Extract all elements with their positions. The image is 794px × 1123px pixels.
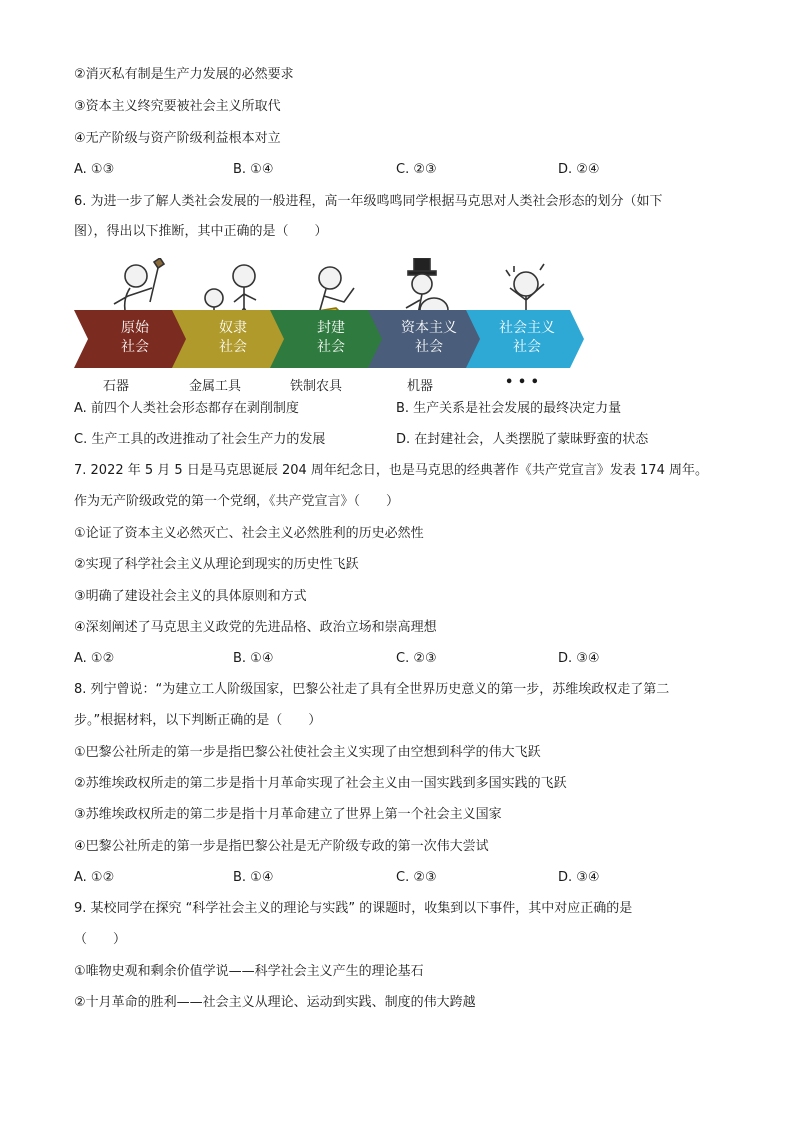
stage-label-4-line1: 资本主义: [401, 320, 457, 336]
q6-option-b: B. 生产关系是社会发展的最终决定力量: [396, 401, 622, 416]
q5-item-3: ③资本主义终究要被社会主义所取代: [74, 99, 281, 114]
stage-label-2-line1: 奴隶: [219, 320, 247, 336]
tool-label-ellipsis: • • •: [505, 375, 539, 390]
q8-option-a: A. ①②: [74, 870, 115, 885]
q6-stem-line2: 图），得出以下推断，其中正确的是（ ）: [74, 224, 328, 239]
q5-option-a: A. ①③: [74, 162, 115, 177]
stage-label-1-line1: 原始: [121, 320, 149, 336]
q8-item-3: ③苏维埃政权所走的第二步是指十月革命建立了世界上第一个社会主义国家: [74, 807, 502, 822]
stage-label-5-line2: 社会: [513, 339, 541, 355]
q8-option-d: D. ③④: [558, 870, 600, 885]
q6-option-c: C. 生产工具的改进推动了社会生产力的发展: [74, 432, 326, 447]
q7-stem-line2: 作为无产阶级政党的第一个党纲，《共产党宣言》（ ）: [74, 494, 400, 509]
q5-option-b: B. ①④: [233, 162, 274, 177]
q7-option-a: A. ①②: [74, 651, 115, 666]
stage-label-1-line2: 社会: [121, 339, 149, 355]
q6-option-d: D. 在封建社会，人类摆脱了蒙昧野蛮的状态: [396, 432, 649, 447]
q5-option-d: D. ②④: [558, 162, 600, 177]
q7-stem-line1: 7. 2022 年 5 月 5 日是马克思诞辰 204 周年纪念日，也是马克思的经典著作《共产党宣言》发表 174 周年。: [74, 463, 708, 478]
tool-label-metal: 金属工具: [189, 379, 242, 394]
tool-label-stone: 石器: [103, 379, 130, 394]
stage-label-3-line1: 封建: [317, 320, 345, 336]
q7-option-c: C. ②③: [396, 651, 437, 666]
q6-stem-line1: 6. 为进一步了解人类社会发展的一般进程，高一年级鸣鸣同学根据马克思对人类社会形态的划分（如下: [74, 194, 663, 209]
q5-item-4: ④无产阶级与资产阶级利益根本对立: [74, 131, 281, 146]
q7-option-b: B. ①④: [233, 651, 274, 666]
tool-label-iron: 铁制农具: [290, 379, 343, 394]
q7-item-3: ③明确了建设社会主义的具体原则和方式: [74, 589, 307, 604]
q8-item-2: ②苏维埃政权所走的第二步是指十月革命实现了社会主义由一国实践到多国实践的飞跃: [74, 776, 567, 791]
q9-stem-line1: 9. 某校同学在探究 “科学社会主义的理论与实践” 的课题时，收集到以下事件，其中对应正确的是: [74, 901, 633, 916]
q8-item-4: ④巴黎公社所走的第一步是指巴黎公社是无产阶级专政的第一次伟大尝试: [74, 839, 489, 854]
stage-label-4-line2: 社会: [415, 339, 443, 355]
q5-item-2: ②消灭私有制是生产力发展的必然要求: [74, 67, 294, 82]
q9-item-1: ①唯物史观和剩余价值学说——科学社会主义产生的理论基石: [74, 964, 424, 979]
q8-option-c: C. ②③: [396, 870, 437, 885]
q7-item-1: ①论证了资本主义必然灭亡、社会主义必然胜利的历史必然性: [74, 526, 424, 541]
q7-item-4: ④深刻阐述了马克思主义政党的先进品格、政治立场和崇高理想: [74, 620, 437, 635]
q9-item-2: ②十月革命的胜利——社会主义从理论、运动到实践、制度的伟大跨越: [74, 995, 476, 1010]
q7-option-d: D. ③④: [558, 651, 600, 666]
q9-stem-line2: （ ）: [74, 932, 127, 947]
q8-item-1: ①巴黎公社所走的第一步是指巴黎公社使社会主义实现了由空想到科学的伟大飞跃: [74, 745, 541, 760]
q8-option-b: B. ①④: [233, 870, 274, 885]
q6-option-a: A. 前四个人类社会形态都存在剥削制度: [74, 401, 299, 416]
q5-option-c: C. ②③: [396, 162, 437, 177]
tool-label-machine: 机器: [407, 379, 434, 394]
stage-label-5-line1: 社会主义: [499, 320, 555, 336]
stage-chevrons: [74, 310, 584, 368]
q7-item-2: ②实现了科学社会主义从理论到现实的历史性飞跃: [74, 557, 359, 572]
q8-stem-line1: 8. 列宁曾说：“为建立工人阶级国家，巴黎公社走了具有全世界历史意义的第一步，苏维埃政权走了第二: [74, 682, 670, 697]
stage-label-3-line2: 社会: [317, 339, 345, 355]
q8-stem-line2: 步。”根据材料，以下判断正确的是（ ）: [74, 713, 322, 728]
stage-label-2-line2: 社会: [219, 339, 247, 355]
